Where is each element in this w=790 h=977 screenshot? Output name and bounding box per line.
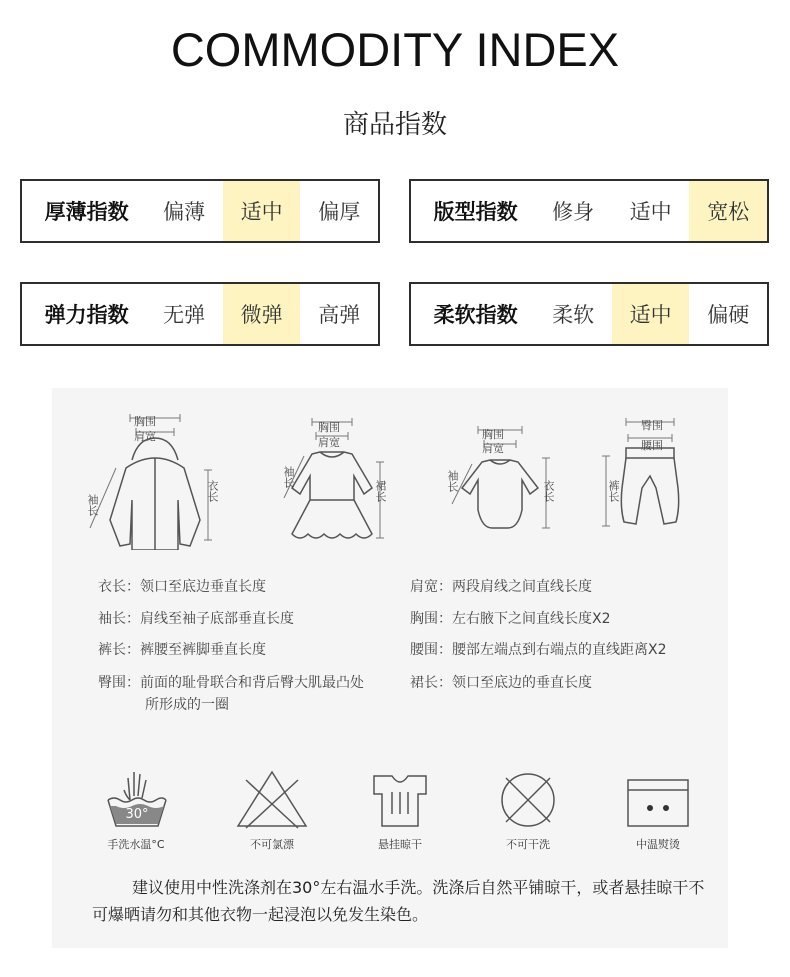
index-name: 厚薄指数	[44, 200, 129, 224]
index-option: 柔软	[552, 303, 595, 327]
measurement-desc: 裤长：裤腰至裤脚垂直长度	[98, 642, 266, 658]
garment-label: 衣长	[206, 480, 219, 502]
care-no-bleach	[222, 766, 322, 852]
measurement-desc: 所形成的一圈	[145, 697, 229, 713]
index-option-selected: 适中	[612, 284, 690, 344]
measurement-desc: 衣长：领口至底边垂直长度	[98, 579, 266, 595]
elasticity-index	[20, 282, 380, 346]
care-label: 不可干洗	[506, 838, 550, 851]
care-label: 手洗水温°C	[107, 838, 165, 851]
page-subtitle: 商品指数	[342, 110, 447, 140]
garment-label: 裤长	[607, 480, 620, 502]
thickness-index	[20, 179, 380, 243]
garment-label: 衣长	[542, 480, 555, 502]
wash-temperature: 30°	[125, 807, 149, 822]
index-name: 柔软指数	[433, 303, 518, 327]
index-name: 弹力指数	[44, 303, 129, 327]
softness-index	[409, 282, 769, 346]
index-name: 版型指数	[433, 200, 518, 224]
garment-label: 肩宽	[482, 442, 504, 455]
garment-label: 肩宽	[134, 430, 156, 443]
garment-label: 臀围	[641, 419, 663, 432]
care-label: 不可氯漂	[250, 838, 294, 851]
garment-label: 袖长	[446, 470, 459, 492]
care-label: 中温熨烫	[636, 838, 680, 851]
index-option: 适中	[629, 200, 672, 224]
no-dry-clean-icon	[488, 766, 568, 830]
measurement-desc: 肩宽：两段肩线之间直线长度	[410, 579, 592, 595]
care-hand-wash	[86, 766, 186, 852]
care-medium-iron	[608, 766, 708, 852]
no-bleach-icon	[232, 766, 312, 830]
measurement-desc: 裙长：领口至底边的垂直长度	[410, 675, 592, 691]
measurement-desc: 袖长：肩线至袖子底部垂直长度	[98, 611, 294, 627]
care-note: 建议使用中性洗涤剂在30°左右温水手洗。洗涤后自然平铺晾干，或者悬挂晾干不可爆晒请勿和其他衣物一起浸泡以免发生染色。	[92, 878, 705, 924]
care-hang-dry	[350, 766, 450, 852]
index-option: 高弹	[318, 303, 361, 327]
page-title: COMMODITY INDEX	[170, 23, 620, 76]
index-option: 修身	[552, 200, 595, 224]
care-no-dry-clean	[478, 766, 578, 852]
hang-dry-icon	[360, 766, 440, 830]
measurement-desc: 臀围：前面的耻骨联合和背后臀大肌最凸处	[98, 675, 364, 691]
measurement-desc: 胸围：左右腋下之间直线长度X2	[410, 611, 611, 627]
garment-label: 胸围	[134, 415, 156, 428]
garment-label: 腰围	[641, 439, 663, 452]
index-option: 无弹	[163, 303, 206, 327]
garment-label: 胸围	[482, 428, 504, 441]
garment-label: 胸围	[318, 421, 340, 434]
index-option-selected: 宽松	[689, 181, 767, 241]
hand-wash-icon	[96, 766, 176, 830]
garment-label: 袖长	[282, 466, 295, 488]
index-option: 偏薄	[163, 200, 206, 224]
medium-iron-icon	[618, 766, 698, 830]
garment-label: 袖长	[86, 494, 99, 516]
index-option: 偏厚	[318, 200, 361, 224]
index-option-selected: 微弹	[223, 284, 301, 344]
measurement-desc: 腰围：腰部左端点到右端点的直线距离X2	[410, 642, 667, 658]
index-option: 偏硬	[707, 303, 750, 327]
index-option-selected: 适中	[223, 181, 301, 241]
fit-index	[409, 179, 769, 243]
care-label: 悬挂晾干	[378, 838, 422, 851]
garment-label: 裙长	[374, 480, 387, 502]
garment-label: 肩宽	[318, 436, 340, 449]
